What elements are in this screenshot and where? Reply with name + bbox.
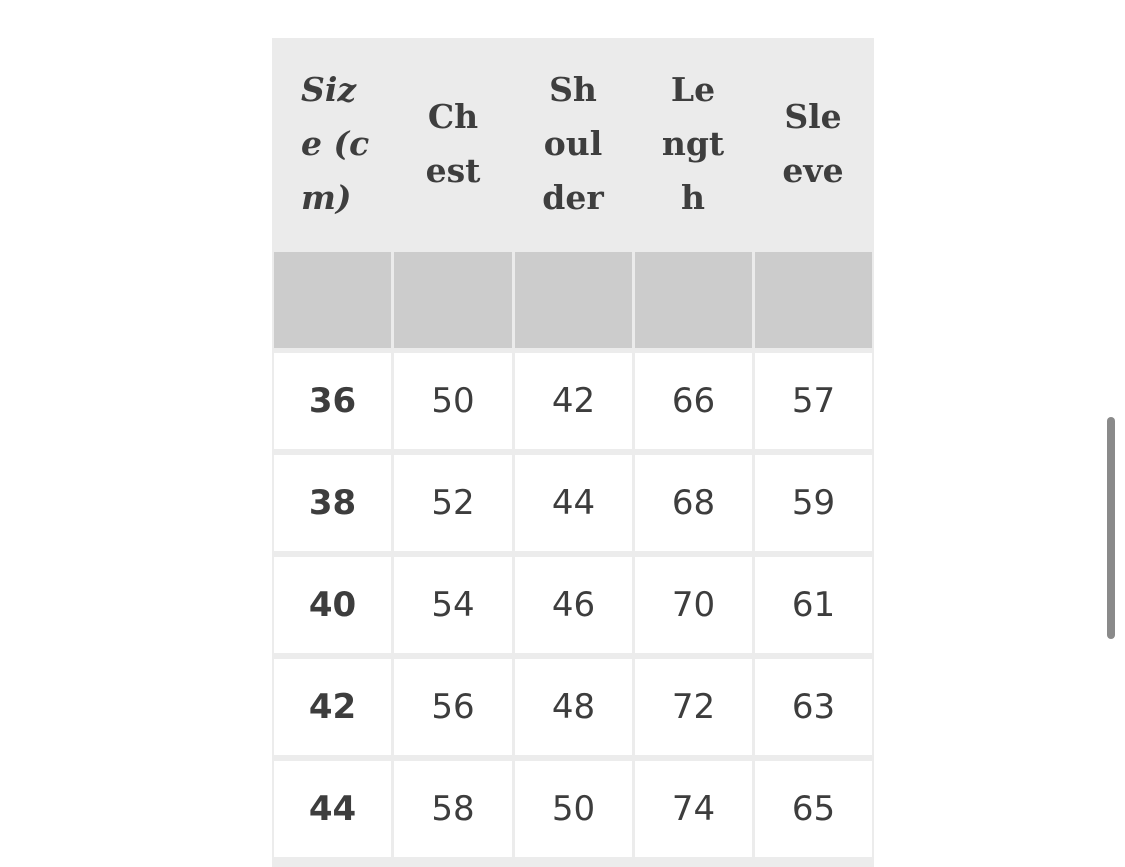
placeholder-row <box>272 250 874 350</box>
chest-cell: 52 <box>394 455 512 551</box>
sleeve-cell: 65 <box>755 761 872 857</box>
table-row <box>272 656 874 758</box>
header-shoulder <box>513 38 633 250</box>
sleeve-cell: 61 <box>755 557 872 653</box>
header-size-label: Size (cm) <box>301 70 370 217</box>
sleeve-cell: 63 <box>755 659 872 755</box>
table-row <box>272 758 874 860</box>
header-size <box>272 38 392 250</box>
shoulder-cell: 46 <box>515 557 632 653</box>
shoulder-cell: 44 <box>515 455 632 551</box>
length-cell: 74 <box>635 761 752 857</box>
header-chest <box>393 38 513 250</box>
table-row <box>272 350 874 452</box>
placeholder-cell <box>274 252 391 348</box>
size-cell: 38 <box>274 455 391 551</box>
size-cell: 36 <box>274 353 391 449</box>
header-length-label: Length <box>661 70 725 217</box>
length-cell: 72 <box>635 659 752 755</box>
placeholder-cell <box>635 252 752 348</box>
header-sleeve-label: Sleeve <box>782 97 844 190</box>
length-cell: 70 <box>635 557 752 653</box>
table-row <box>272 554 874 656</box>
shoulder-cell: 50 <box>515 761 632 857</box>
placeholder-cell <box>515 252 632 348</box>
table-row <box>272 452 874 554</box>
placeholder-cell <box>755 252 872 348</box>
header-length <box>633 38 753 250</box>
size-cell: 42 <box>274 659 391 755</box>
header-shoulder-label: Shoulder <box>542 70 604 217</box>
length-cell: 68 <box>635 455 752 551</box>
sleeve-cell: 59 <box>755 455 872 551</box>
size-cell: 40 <box>274 557 391 653</box>
chest-cell: 54 <box>394 557 512 653</box>
size-chart-table <box>272 38 874 867</box>
vertical-scrollbar[interactable] <box>1107 417 1115 639</box>
header-sleeve <box>753 38 873 250</box>
size-cell: 44 <box>274 761 391 857</box>
table-header-row <box>272 38 874 250</box>
placeholder-cell <box>394 252 512 348</box>
header-chest-label: Chest <box>425 97 481 190</box>
chest-cell: 50 <box>394 353 512 449</box>
length-cell: 66 <box>635 353 752 449</box>
chest-cell: 58 <box>394 761 512 857</box>
sleeve-cell: 57 <box>755 353 872 449</box>
chest-cell: 56 <box>394 659 512 755</box>
shoulder-cell: 42 <box>515 353 632 449</box>
shoulder-cell: 48 <box>515 659 632 755</box>
